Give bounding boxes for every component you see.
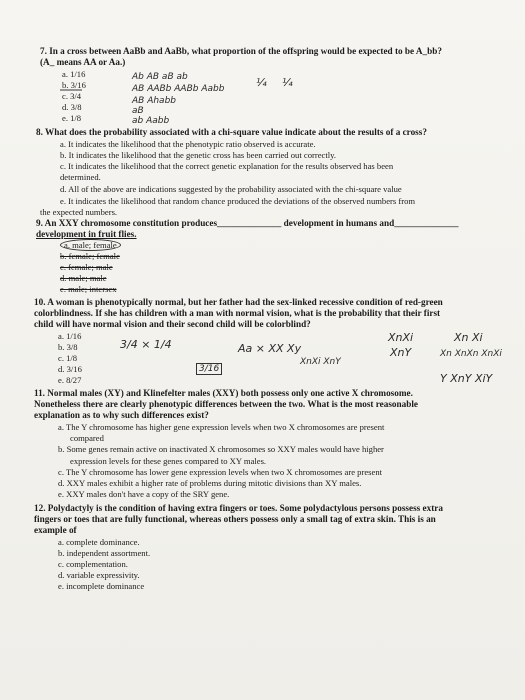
q11-option-e: e. XXY males don't have a copy of the SRY gene. <box>58 489 230 499</box>
q9-stem-part2: development in fruit flies. <box>36 229 137 239</box>
q8-option-c-cont: determined. <box>60 172 101 182</box>
q11-option-b: b. Some genes remain active on inactivated X chromosomes so XXY males would have higher <box>58 444 384 454</box>
q11-option-c: c. The Y chromosome has lower gene expression levels when two X chromosomes are present <box>58 467 383 477</box>
q10-option-a: a. 1/16 <box>58 331 82 341</box>
q7-option-a: a. 1/16 <box>62 69 86 79</box>
q8-option-a: a. It indicates the likelihood that the phenotypic ratio observed is accurate. <box>60 139 316 149</box>
q10-option-c: c. 1/8 <box>58 353 78 363</box>
q7-handwritten-row1: AB AABb AABb Aabb <box>132 84 225 94</box>
q12-option-d: d. variable expressivity. <box>58 570 140 580</box>
q8-option-c: c. It indicates the likelihood that the correct genetic explanation for the results observed has been <box>60 161 394 171</box>
q10-stem-line2: colorblindness. If she has children with a man with normal vision, what is the probability that their first <box>34 308 441 318</box>
q7-option-d: d. 3/8 <box>62 102 82 112</box>
q7-option-b: b. 3/16 <box>62 80 86 90</box>
q7-handwritten-fraction-1: ¼ <box>256 76 267 89</box>
q10-handwritten-answer: 3/16 <box>196 364 222 374</box>
q11-stem-line1: 11. Normal males (XY) and Klinefelter males (XXY) both possess only one active X chromosome. <box>34 388 413 398</box>
q11-option-a: a. The Y chromosome has higher gene expression levels when two X chromosomes are present <box>58 422 385 432</box>
q10-stem-line3: child will have normal vision and their second child will be colorblind? <box>34 319 311 329</box>
q10-handwritten-punnett-row1: Xn XnXn XnXi <box>440 349 502 359</box>
q7-answer-underline <box>60 88 84 92</box>
q8-stem: 8. What does the probability associated with a chi-square value indicate about the results of a cross? <box>36 127 427 137</box>
q7-handwritten-fraction-2: ¼ <box>282 76 293 89</box>
q9-option-c: c. female; male <box>60 262 113 272</box>
q7-handwritten-gametes: Ab AB aB ab <box>132 72 188 82</box>
q12-option-e: e. incomplete dominance <box>58 581 145 591</box>
q12-option-c: c. complementation. <box>58 559 128 569</box>
q10-option-e: e. 8/27 <box>58 375 82 385</box>
q8-option-b: b. It indicates the likelihood that the genetic cross has been carried out correctly. <box>60 150 337 160</box>
q10-handwritten-punnett-row2: Y XnY XiY <box>440 372 493 385</box>
q10-option-b: b. 3/8 <box>58 342 78 352</box>
q10-handwritten-father: XnY <box>390 346 412 359</box>
q10-handwritten-product: 3/4 × 1/4 <box>120 338 172 351</box>
q9-option-d: d. male; male <box>60 273 107 283</box>
q11-option-b-cont: expression levels for these genes compared to XY males. <box>70 456 267 466</box>
q12-stem-line3: example of <box>34 525 77 535</box>
q7-option-e: e. 1/8 <box>62 113 82 123</box>
q11-option-a-cont: compared <box>70 433 104 443</box>
q12-option-b: b. independent assortment. <box>58 548 151 558</box>
q7-option-c: c. 3/4 <box>62 91 82 101</box>
q10-handwritten-mother: XnXi <box>388 331 414 344</box>
q7-handwritten-b: aB <box>132 106 144 116</box>
q10-stem-line1: 10. A woman is phenotypically normal, but her father had the sex-linked recessive condition of red-green <box>34 297 443 307</box>
q9-stem-part1: 9. An XXY chromosome constitution produces______________ development in humans and______________ <box>36 218 459 228</box>
q10-handwritten-cross: Aa × XX Xy <box>238 342 302 355</box>
q9-option-e: e. male; intersex <box>60 284 117 294</box>
q10-handwritten-genotypes: XnXi XnY <box>300 357 341 367</box>
q7-stem: 7. In a cross between AaBb and AaBb, what proportion of the offspring would be expected to be A_bb? <box>40 46 442 56</box>
q11-stem-line2: Nonetheless there are clearly phenotypic differences between the two. What is the most reasonable <box>34 399 418 409</box>
q8-option-e-cont: the expected numbers. <box>40 207 118 217</box>
q10-option-d: d. 3/16 <box>58 364 82 374</box>
q7-handwritten-row2: AB Ahabb <box>132 96 176 106</box>
q9-option-b: b. female; female <box>60 251 120 261</box>
q11-stem-line3: explanation as to why such differences exist? <box>34 410 209 420</box>
q8-option-d: d. All of the above are indications suggested by the probability associated with the chi-square value <box>60 184 402 194</box>
q12-stem-line1: 12. Polydactyly is the condition of having extra fingers or toes. Some polydactylous persons possess extra <box>34 503 443 513</box>
q10-handwritten-punnett-top: Xn Xi <box>454 331 483 344</box>
q12-option-a: a. complete dominance. <box>58 537 140 547</box>
q9-option-a: a. male; female <box>60 240 121 251</box>
q7-handwritten-row3: ab Aabb <box>132 116 170 126</box>
q7-stem-note: (A_ means AA or Aa.) <box>40 57 126 67</box>
q8-option-e: e. It indicates the likelihood that random chance produced the deviations of the observed numbers from <box>60 196 416 206</box>
q11-option-d: d. XXY males exhibit a higher rate of problems during mitotic divisions than XY males. <box>58 478 362 488</box>
q12-stem-line2: fingers or toes that are fully functional, whereas others possess only a small tag of extra skin. This is an <box>34 514 436 524</box>
